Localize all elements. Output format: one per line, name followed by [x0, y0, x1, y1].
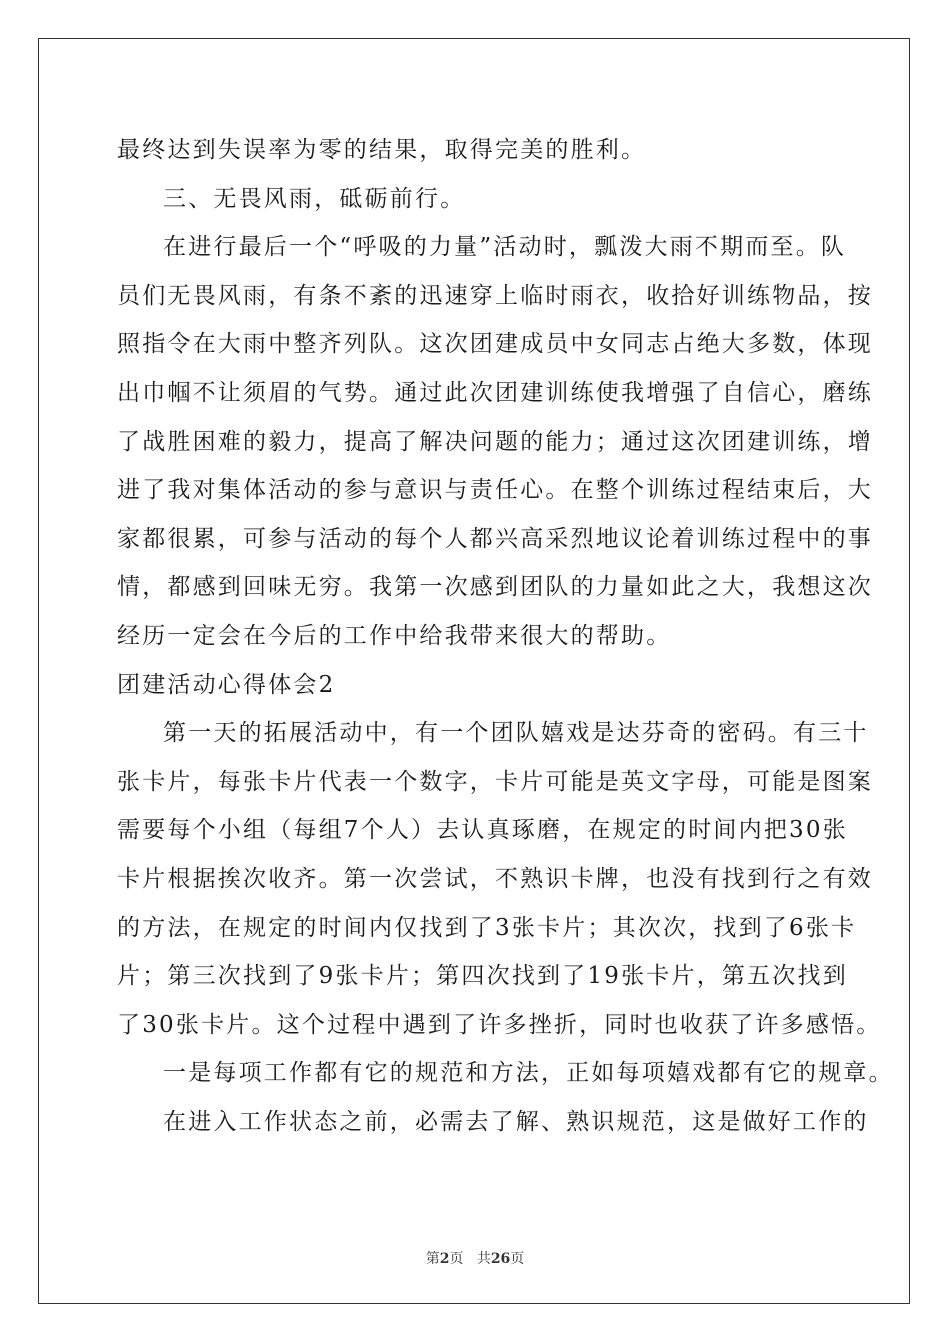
text-line: 经历一定会在今后的工作中给我带来很大的帮助。	[117, 622, 672, 649]
text-line: 片；第三次找到了9张卡片；第四次找到了19张卡片，第五次找到	[117, 963, 848, 990]
footer-total-prefix: 共	[476, 1251, 491, 1267]
text-line: 卡片根据挨次收齐。第一次尝试，不熟识卡牌，也没有找到行之有效	[117, 865, 873, 892]
text-line: 进了我对集体活动的参与意识与责任心。在整个训练过程结束后，大	[117, 477, 873, 504]
text-line: 一是每项工作都有它的规范和方法，正如每项嬉戏都有它的规章。	[163, 1060, 894, 1087]
document-body	[117, 126, 894, 1146]
text-line: 张卡片，每张卡片代表一个数字，卡片可能是英文字母，可能是图案	[117, 768, 873, 795]
text-line: 团建活动心得体会2	[117, 671, 336, 698]
text-line: 照指令在大雨中整齐列队。这次团建成员中女同志占绝大多数，体现	[117, 331, 873, 358]
text-line: 在进行最后一个“呼吸的力量”活动时，瓢泼大雨不期而至。队	[163, 234, 847, 261]
text-line: 第一天的拓展活动中，有一个团队嬉戏是达芬奇的密码。有三十	[163, 720, 869, 747]
text-line: 需要每个小组（每组7个人）去认真琢磨，在规定的时间内把30张	[117, 817, 848, 844]
text-line: 三、无畏风雨，砥砺前行。	[163, 185, 466, 212]
text-line: 最终达到失误率为零的结果，取得完美的胜利。	[117, 137, 647, 163]
text-line: 的方法，在规定的时间内仅找到了3张卡片；其次次，找到了6张卡	[117, 914, 857, 941]
footer-page-current: 2	[439, 1251, 450, 1267]
text-line: 家都很累，可参与活动的每个人都兴高采烈地议论着训练过程中的事	[117, 525, 873, 552]
page-footer	[0, 1248, 950, 1268]
text-line: 出巾帼不让须眉的气势。通过此次团建训练使我增强了自信心，磨练	[117, 379, 873, 406]
text-line: 员们无畏风雨，有条不紊的迅速穿上临时雨衣，收拾好训练物品，按	[117, 282, 873, 309]
footer-page-unit: 页	[449, 1251, 464, 1267]
text-line: 情，都感到回味无穷。我第一次感到团队的力量如此之大，我想这次	[117, 574, 873, 601]
footer-total-unit: 页	[510, 1251, 525, 1267]
text-line: 在进入工作状态之前，必需去了解、熟识规范，这是做好工作的	[163, 1108, 869, 1135]
text-line: 了30张卡片。这个过程中遇到了许多挫折，同时也收获了许多感悟。	[117, 1011, 882, 1038]
footer-page-total: 26	[490, 1251, 511, 1267]
text-line: 了战胜困难的毅力，提高了解决问题的能力；通过这次团建训练，增	[117, 428, 873, 455]
footer-page-prefix: 第	[425, 1251, 440, 1267]
